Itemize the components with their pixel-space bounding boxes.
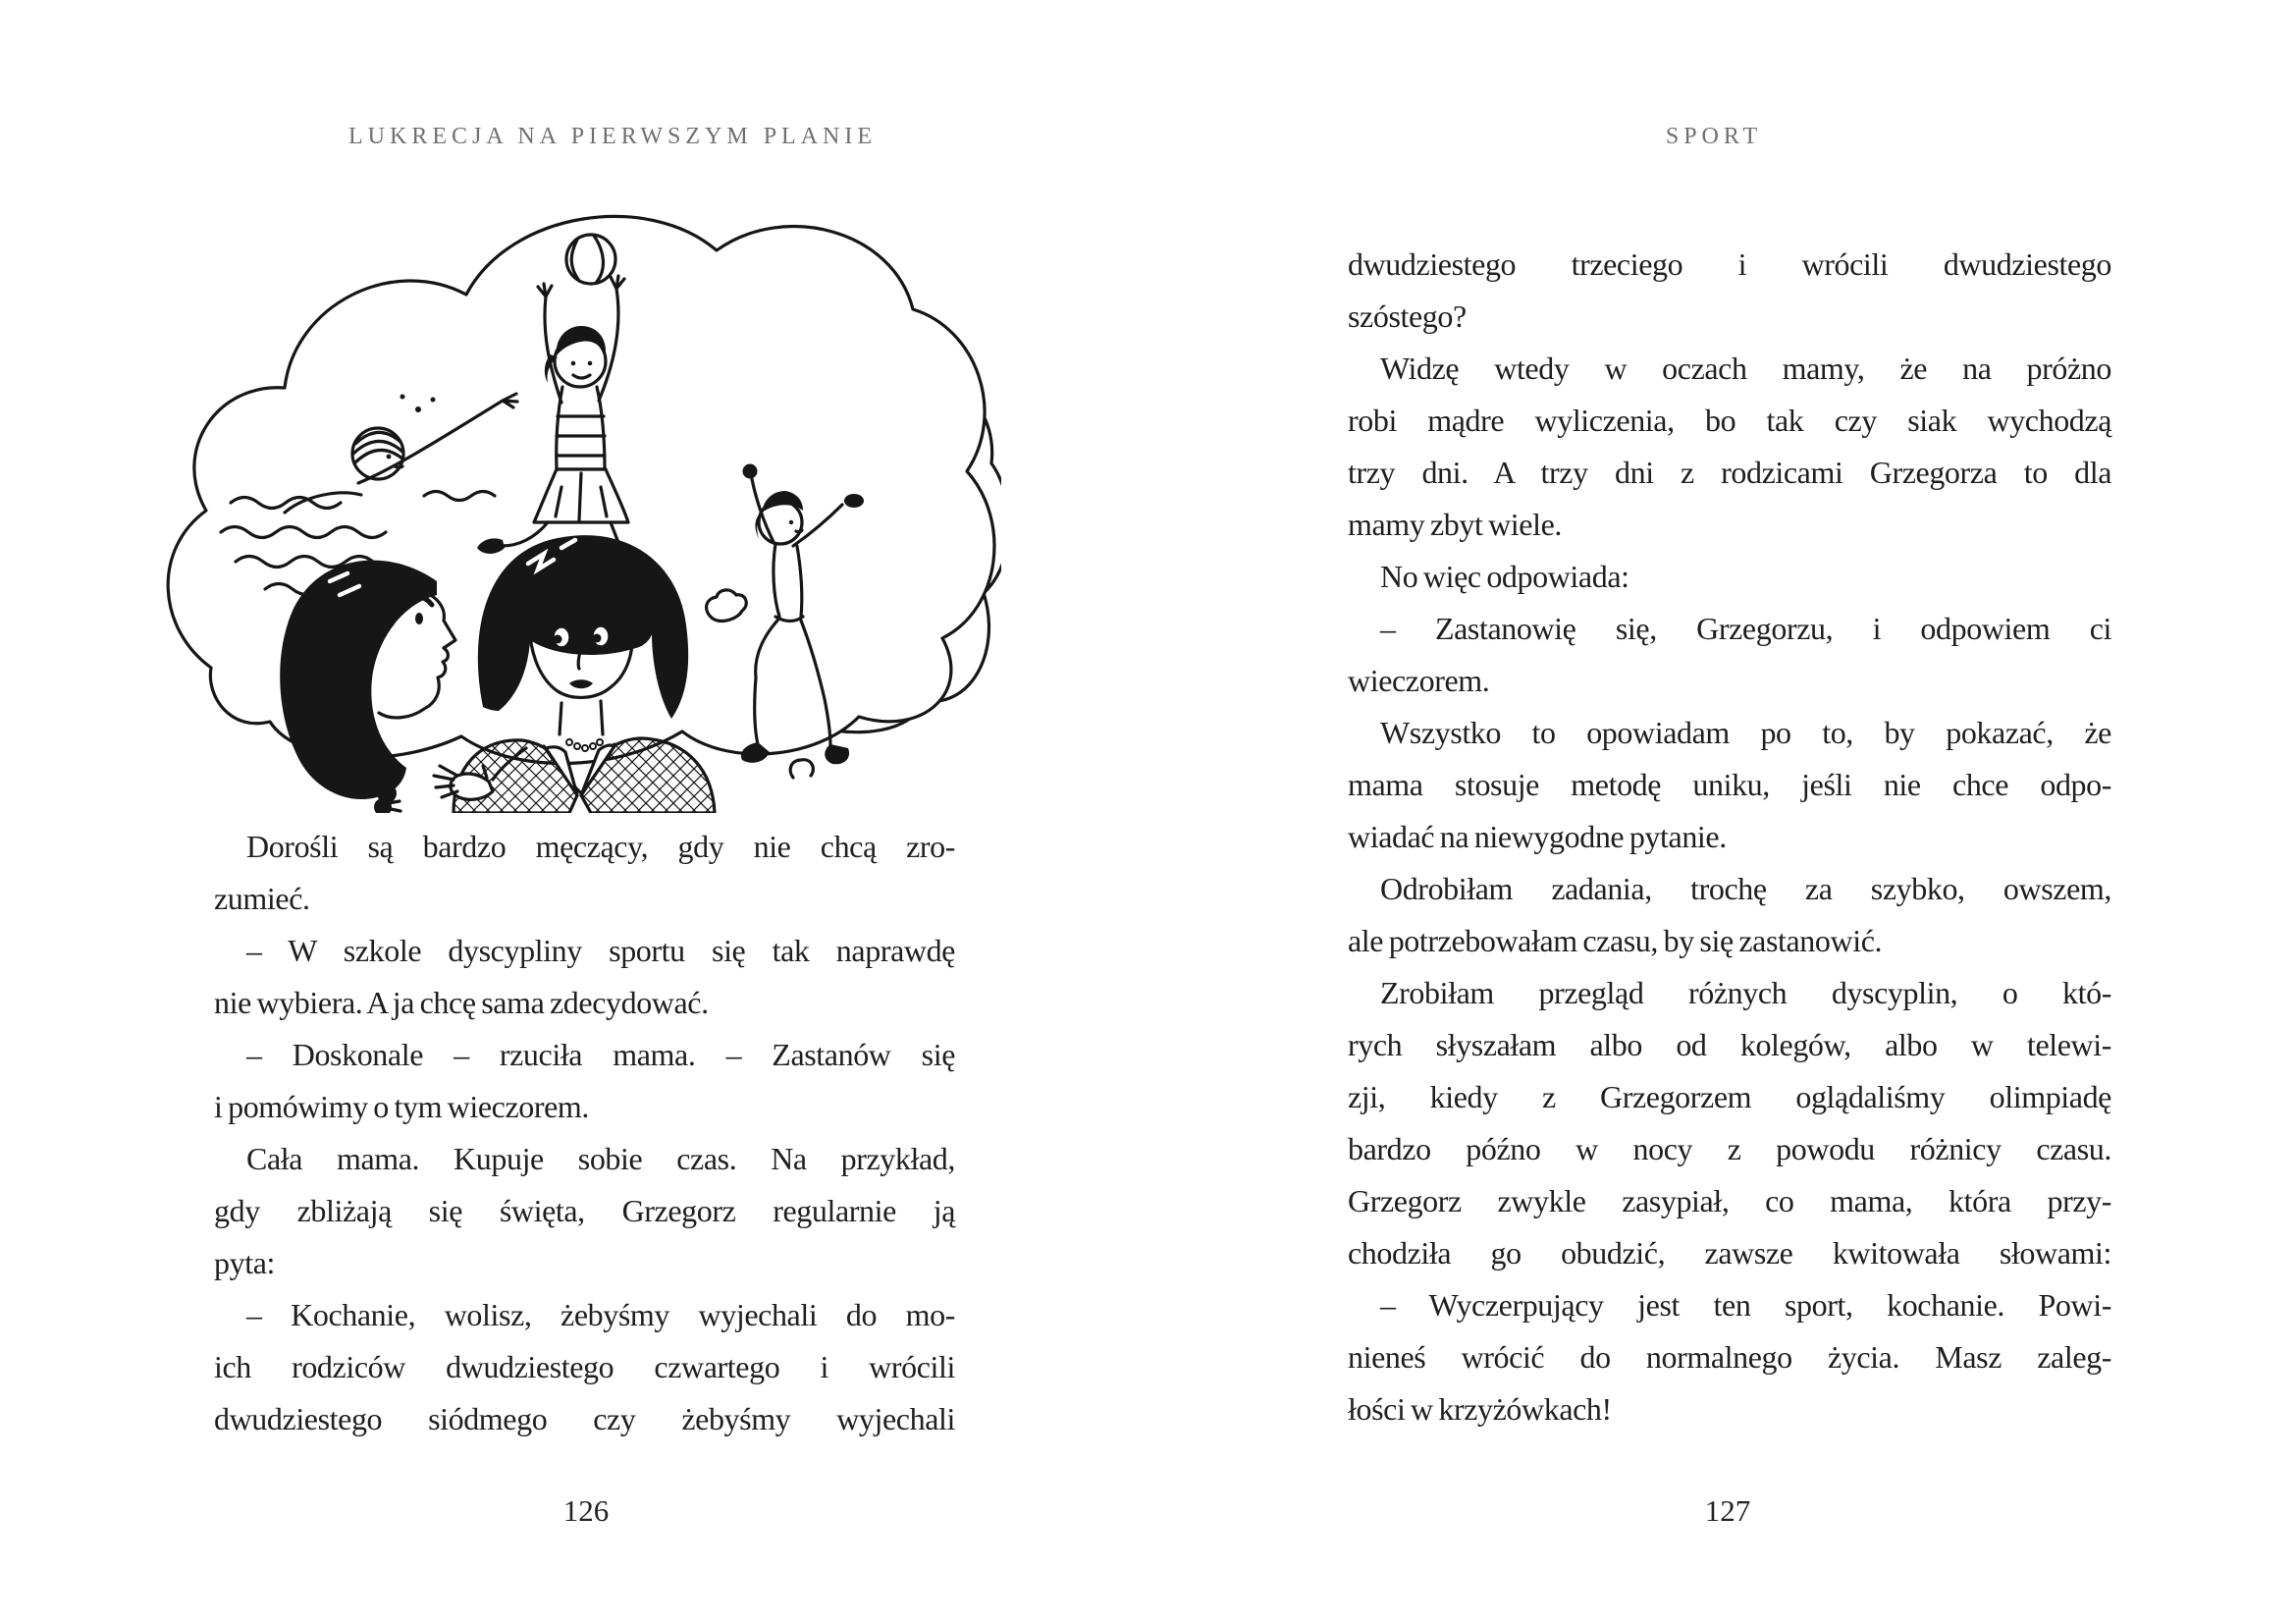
right-page-text	[1348, 239, 2111, 1435]
illustration	[137, 157, 1001, 813]
text-line: bardzo późno w nocy z powodu różnicy czasu.	[1348, 1131, 2111, 1166]
page-number-left: 126	[562, 1493, 610, 1528]
text-line: trzy dni. A trzy dni z rodzicami Grzegorza to dla	[1348, 455, 2111, 490]
text-line: No więc odpowiada:	[1380, 559, 1629, 594]
text-line: Widzę wtedy w oczach mamy, że na próżno	[1380, 351, 2111, 386]
text-line: ich rodziców dwudziestego czwartego i wrócili	[214, 1349, 955, 1384]
text-line: Dorośli są bardzo męczący, gdy nie chcą zro-	[246, 829, 955, 864]
text-line: mama stosuje metodę uniku, jeśli nie chce odpo-	[1348, 767, 2111, 802]
text-line: nieneś wrócić do normalnego życia. Masz zaleg-	[1348, 1339, 2111, 1375]
text-line: Zrobiłam przegląd różnych dyscyplin, o któ-	[1380, 975, 2111, 1010]
text-line: nie wybiera. A ja chcę sama zdecydować.	[214, 985, 709, 1020]
text-line: gdy zbliżają się święta, Grzegorz regularnie ją	[214, 1193, 955, 1228]
text-line: wiadać na niewygodne pytanie.	[1348, 819, 1727, 854]
text-line: Odrobiłam zadania, trochę za szybko, owszem,	[1380, 871, 2111, 906]
text-line: Grzegorz zwykle zasypiał, co mama, która przy-	[1348, 1183, 2111, 1218]
text-line: ale potrzebowałam czasu, by się zastanowić.	[1348, 923, 1883, 958]
illustration-svg	[137, 157, 1001, 813]
text-line: zji, kiedy z Grzegorzem oglądaliśmy olimpiadę	[1348, 1079, 2111, 1114]
text-line: wieczorem.	[1348, 663, 1490, 698]
text-line: mamy zbyt wiele.	[1348, 507, 1562, 542]
text-line: rych słyszałam albo od kolegów, albo w telewi-	[1348, 1027, 2111, 1062]
text-line: łości w krzyżówkach!	[1348, 1391, 1612, 1427]
text-line: – Wyczerpujący jest ten sport, kochanie. Powi-	[1380, 1287, 2111, 1323]
text-line: – Kochanie, wolisz, żebyśmy wyjechali do mo-	[246, 1297, 955, 1332]
text-line: – W szkole dyscypliny sportu się tak naprawdę	[246, 933, 955, 968]
text-line: Wszystko to opowiadam po to, by pokazać, że	[1380, 715, 2111, 750]
text-line: dwudziestego siódmego czy żebyśmy wyjechali	[214, 1401, 955, 1436]
text-line: robi mądre wyliczenia, bo tak czy siak wychodzą	[1348, 403, 2111, 438]
text-line: pyta:	[214, 1245, 275, 1280]
text-line: i pomówimy o tym wieczorem.	[214, 1089, 590, 1124]
text-line: dwudziestego trzeciego i wrócili dwudziestego	[1348, 246, 2111, 282]
running-head-left: LUKRECJA NA PIERWSZYM PLANIE	[348, 124, 878, 149]
text-line: Cała mama. Kupuje sobie czas. Na przykład,	[246, 1141, 955, 1176]
text-line: – Doskonale – rzuciła mama. – Zastanów się	[246, 1037, 955, 1072]
text-line: zumieć.	[214, 881, 310, 916]
page-number-right: 127	[1704, 1493, 1751, 1528]
left-page-text	[214, 821, 955, 1445]
text-line: szóstego?	[1348, 298, 1467, 334]
running-head-right: SPORT	[1665, 124, 1763, 149]
text-line: chodziła go obudzić, zawsze kwitowała słowami:	[1348, 1235, 2111, 1271]
text-line: – Zastanowię się, Grzegorzu, i odpowiem ci	[1380, 611, 2111, 646]
